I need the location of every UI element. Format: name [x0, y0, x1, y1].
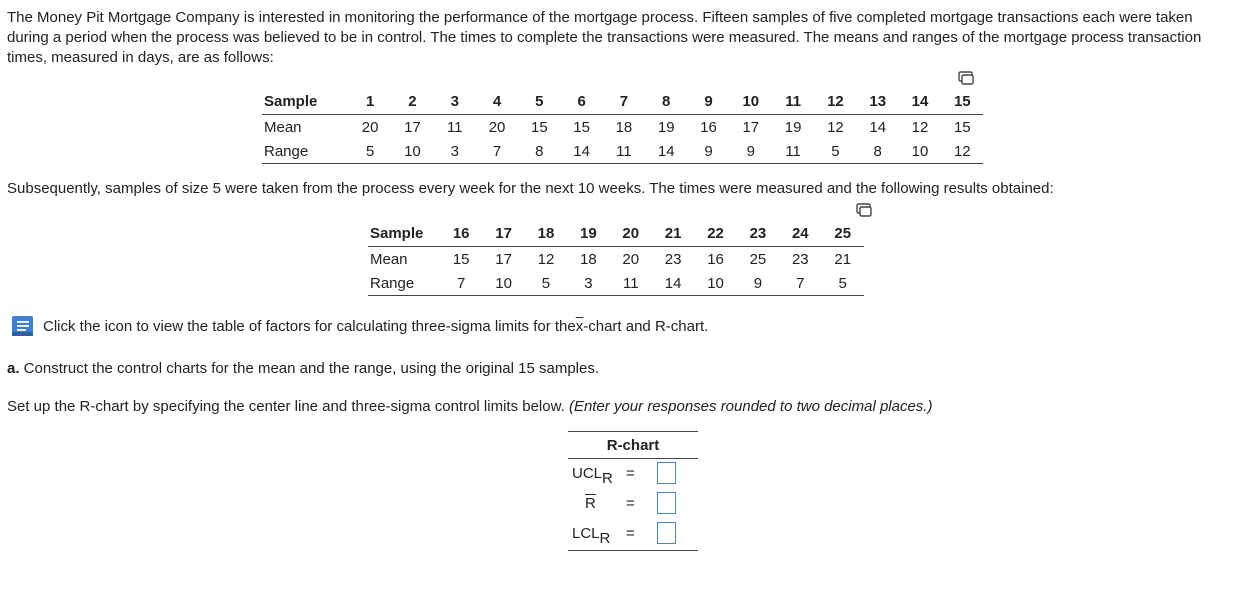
sample-number-cell: 5 — [518, 89, 560, 115]
range-cell: 9 — [687, 139, 729, 164]
mean-cell: 16 — [707, 250, 724, 268]
mean-cell: 14 — [869, 118, 887, 136]
factors-text-after: -chart and R-chart. — [583, 317, 709, 335]
sample-number-cell: 4 — [476, 89, 518, 115]
sample-number-cell: 2 — [391, 89, 433, 115]
r-chart-title: R-chart — [568, 431, 698, 459]
subsequent-samples-text: Subsequently, samples of size 5 were taken from the process every week for the next 10 weeks. The times were measured and the following results obtained: — [7, 180, 1054, 197]
ucl-label-subscript: R — [602, 470, 613, 487]
range-cell: 11 — [603, 139, 645, 164]
sample-number-cell: 15 — [941, 89, 983, 115]
sample-number-cell: 11 — [772, 89, 814, 115]
row-label-mean: Mean — [264, 118, 302, 136]
mean-cell: 11 — [446, 118, 463, 136]
range-cell: 3 — [567, 271, 609, 296]
row-label-range: Range — [262, 139, 349, 164]
x-bar-symbol: $\overline{x}$ — [575, 317, 584, 335]
lcl-row — [568, 519, 698, 549]
mean-cell: 15 — [573, 118, 590, 136]
range-cell: 10 — [391, 139, 433, 164]
sample-number-cell: 6 — [560, 89, 602, 115]
mean-cell: 20 — [488, 118, 506, 136]
range-cell: 9 — [737, 271, 779, 296]
lcl-label-main: LCL — [572, 525, 600, 542]
mean-cell: 17 — [404, 118, 421, 136]
ucl-row — [568, 459, 698, 489]
sample-number-cell: 19 — [567, 221, 609, 247]
part-a-text: Construct the control charts for the mean and the range, using the original 15 samples. — [19, 360, 600, 377]
range-cell: 5 — [814, 139, 856, 164]
range-cell: 10 — [482, 271, 524, 296]
mean-cell: 18 — [580, 250, 597, 268]
problem-intro: The Money Pit Mortgage Company is interested in monitoring the performance of the mortgage process. Fifteen samples of five completed mortgage transactions each were taken during a period when the process was believed to be in control. The times to complete the transactions were measured. The means and ranges of the mortgage process transaction times, measured in days, are as follows: — [7, 9, 1202, 66]
range-cell: 12 — [941, 139, 983, 164]
rbar-row — [568, 489, 698, 519]
sample-number-cell: 20 — [610, 221, 652, 247]
range-cell: 14 — [645, 139, 687, 164]
mean-cell: 12 — [827, 118, 844, 136]
factors-text-before: Click the icon to view the table of factors for calculating three-sigma limits for the — [43, 317, 576, 335]
ucl-r-input[interactable] — [657, 462, 676, 484]
factors-table-icon[interactable] — [9, 314, 35, 338]
range-cell: 5 — [349, 139, 391, 164]
r-chart-answer-table — [568, 431, 698, 551]
ucl-label — [572, 465, 613, 487]
subsequent-samples-table — [368, 221, 864, 296]
mean-cell: 19 — [784, 118, 802, 136]
lcl-label — [572, 525, 610, 547]
copy-table-icon[interactable] — [958, 71, 974, 85]
range-cell: 9 — [730, 139, 772, 164]
range-cell: 7 — [476, 139, 518, 164]
ucl-label-main: UCL — [572, 465, 603, 482]
sample-number-cell: 10 — [730, 89, 772, 115]
sample-number-cell: 16 — [440, 221, 482, 247]
table-header-sample: Sample — [262, 89, 349, 115]
sample-number-cell: 24 — [779, 221, 821, 247]
sample-number-cell: 23 — [737, 221, 779, 247]
lcl-label-subscript: R — [599, 530, 611, 547]
sample-number-cell: 18 — [525, 221, 567, 247]
range-cell: 5 — [822, 271, 864, 296]
sample-number-cell: 13 — [857, 89, 899, 115]
equals-sign: = — [626, 525, 635, 542]
sample-number-cell: 14 — [899, 89, 941, 115]
lcl-r-input[interactable] — [657, 522, 676, 544]
table-header-sample: Sample — [368, 221, 440, 247]
sample-number-cell: 22 — [694, 221, 736, 247]
sample-number-cell: 25 — [822, 221, 864, 247]
range-cell: 7 — [779, 271, 821, 296]
mean-cell: 20 — [361, 118, 379, 136]
range-cell: 5 — [525, 271, 567, 296]
sample-number-cell: 7 — [603, 89, 645, 115]
range-cell: 14 — [652, 271, 694, 296]
mean-cell: 23 — [791, 250, 809, 268]
mean-cell: 17 — [742, 118, 760, 136]
rbar-symbol: $\overline{R}$ — [585, 495, 596, 512]
sample-number-cell: 12 — [814, 89, 856, 115]
factors-table-line — [9, 314, 708, 338]
part-a-label: a. — [7, 360, 20, 377]
mean-cell: 16 — [700, 118, 717, 136]
range-cell: 8 — [857, 139, 899, 164]
sample-number-cell: 21 — [652, 221, 694, 247]
mean-cell: 15 — [953, 118, 971, 136]
range-cell: 14 — [560, 139, 602, 164]
range-cell: 3 — [434, 139, 476, 164]
mean-cell: 23 — [664, 250, 682, 268]
equals-sign: = — [626, 495, 635, 512]
rbar-label — [585, 495, 596, 512]
mean-cell: 18 — [615, 118, 633, 136]
mean-cell: 21 — [834, 250, 852, 268]
mean-cell: 15 — [452, 250, 470, 268]
rbar-input[interactable] — [657, 492, 676, 514]
row-label-range: Range — [368, 271, 440, 296]
range-cell: 10 — [694, 271, 736, 296]
mean-cell: 20 — [622, 250, 640, 268]
mean-cell: 12 — [911, 118, 929, 136]
sample-number-cell: 9 — [687, 89, 729, 115]
range-cell: 11 — [772, 139, 814, 164]
setup-instruction — [7, 398, 932, 415]
mean-cell: 25 — [749, 250, 767, 268]
sample-number-cell: 1 — [349, 89, 391, 115]
original-samples-table — [262, 89, 983, 164]
setup-text: Set up the R-chart by specifying the center line and three-sigma control limits below. — [7, 398, 569, 415]
sample-number-cell: 8 — [645, 89, 687, 115]
mean-cell: 12 — [537, 250, 555, 268]
equals-sign: = — [626, 465, 635, 482]
mean-cell: 17 — [495, 250, 512, 268]
range-cell: 10 — [899, 139, 941, 164]
copy-table-icon[interactable] — [856, 203, 872, 217]
range-cell: 8 — [518, 139, 560, 164]
sample-number-cell: 17 — [482, 221, 524, 247]
range-cell: 11 — [610, 271, 652, 296]
mean-cell: 15 — [530, 118, 548, 136]
part-a-instruction — [7, 360, 599, 377]
row-label-mean: Mean — [370, 250, 408, 268]
mean-cell: 19 — [657, 118, 675, 136]
range-cell: 7 — [440, 271, 482, 296]
rounding-note: (Enter your responses rounded to two decimal places.) — [568, 398, 933, 415]
sample-number-cell: 3 — [434, 89, 476, 115]
